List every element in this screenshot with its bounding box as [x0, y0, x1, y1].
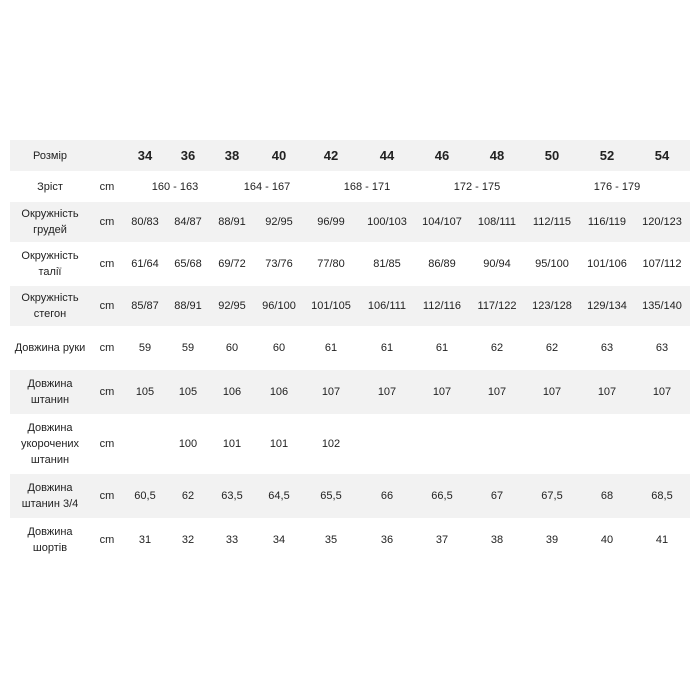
value-cell: 96/100 [262, 300, 296, 312]
unit-label: cm [99, 180, 115, 193]
unit-label: cm [99, 342, 115, 354]
value-cell: 85/87 [131, 300, 159, 312]
value-cell: 60 [225, 342, 239, 354]
row-label: Зріст [37, 180, 63, 193]
value-cell: 68,5 [651, 490, 673, 502]
value-cell: 104/107 [422, 216, 462, 228]
value-cell: 62 [181, 490, 195, 502]
row-label: Довжина штанин 3/4 [21, 482, 79, 510]
value-cell: 36 [380, 534, 394, 546]
unit-label: cm [99, 258, 115, 270]
value-cell: 107 [321, 386, 341, 398]
value-cell: 112/115 [532, 216, 572, 228]
value-cell: 135/140 [642, 300, 682, 312]
value-cell: 106/111 [367, 300, 407, 312]
value-cell [527, 414, 577, 474]
value-cell: 65/68 [174, 258, 202, 270]
value-cell: 34 [272, 534, 286, 546]
value-cell: 106 [222, 386, 242, 398]
row-label: Окружність стегон [21, 292, 79, 320]
value-cell: 88/91 [218, 216, 246, 228]
unit-label: cm [99, 386, 115, 398]
value-cell: 88/91 [174, 300, 202, 312]
measure-row [10, 370, 690, 414]
row-label: Окружність грудей [21, 208, 79, 236]
height-range: 176 - 179 [593, 180, 641, 193]
value-cell: 92/95 [218, 300, 246, 312]
size-chart-table [10, 140, 690, 562]
value-cell: 64,5 [268, 490, 290, 502]
value-cell: 107 [432, 386, 452, 398]
value-cell: 84/87 [174, 216, 202, 228]
measure-row [10, 242, 690, 286]
row-label: Довжина штанин [27, 378, 73, 406]
value-cell: 101 [269, 438, 289, 450]
value-cell: 41 [655, 534, 669, 546]
row-label: Довжина шортів [27, 526, 73, 554]
value-cell: 66,5 [431, 490, 453, 502]
value-cell: 61/64 [131, 258, 159, 270]
height-row [10, 171, 690, 202]
measure-row [10, 202, 690, 242]
measure-row [10, 414, 690, 474]
value-cell: 67 [490, 490, 504, 502]
unit-label: cm [99, 300, 115, 312]
value-cell: 31 [138, 534, 152, 546]
value-cell: 107 [542, 386, 562, 398]
size-header-34: 34 [137, 147, 153, 163]
value-cell: 65,5 [320, 490, 342, 502]
value-cell: 100/103 [367, 216, 407, 228]
value-cell [417, 414, 467, 474]
unit-label: cm [99, 490, 115, 502]
value-cell: 116/119 [587, 216, 627, 228]
value-cell: 60 [272, 342, 286, 354]
value-cell: 123/128 [532, 300, 572, 312]
row-label: Окружність талії [21, 250, 79, 278]
value-cell: 107 [597, 386, 617, 398]
row-label: Довжина руки [14, 342, 86, 354]
value-cell: 33 [225, 534, 239, 546]
measure-row [10, 326, 690, 370]
value-cell [362, 414, 412, 474]
value-cell: 107 [487, 386, 507, 398]
value-cell: 59 [138, 342, 152, 354]
size-header-54: 54 [654, 147, 670, 163]
value-cell: 90/94 [483, 258, 511, 270]
value-cell: 63 [600, 342, 614, 354]
value-cell: 67,5 [541, 490, 563, 502]
value-cell: 106 [269, 386, 289, 398]
size-header-36: 36 [180, 147, 196, 163]
size-header-50: 50 [544, 147, 560, 163]
measure-row [10, 518, 690, 562]
value-cell: 80/83 [131, 216, 159, 228]
value-cell: 105 [135, 386, 155, 398]
value-cell [637, 414, 687, 474]
value-cell: 108/111 [477, 216, 517, 228]
value-cell: 96/99 [317, 216, 345, 228]
value-cell: 120/123 [642, 216, 682, 228]
unit-label: cm [99, 438, 115, 450]
measure-row [10, 286, 690, 326]
height-range: 172 - 175 [453, 180, 501, 193]
value-cell: 38 [490, 534, 504, 546]
value-cell: 59 [181, 342, 195, 354]
value-cell: 105 [178, 386, 198, 398]
value-cell: 102 [321, 438, 341, 450]
size-header-40: 40 [271, 147, 287, 163]
value-cell: 63,5 [221, 490, 243, 502]
value-cell: 95/100 [535, 258, 569, 270]
value-cell [472, 414, 522, 474]
value-cell: 86/89 [428, 258, 456, 270]
size-header-52: 52 [599, 147, 615, 163]
height-range: 168 - 171 [343, 180, 391, 193]
value-cell: 62 [490, 342, 504, 354]
height-range: 164 - 167 [243, 180, 291, 193]
header-label: Розмір [32, 149, 67, 162]
value-cell: 117/122 [477, 300, 517, 312]
value-cell: 81/85 [373, 258, 401, 270]
size-header-42: 42 [323, 147, 339, 163]
value-cell [582, 414, 632, 474]
value-cell: 129/134 [587, 300, 627, 312]
value-cell: 32 [181, 534, 195, 546]
value-cell: 101 [222, 438, 242, 450]
value-cell: 101/105 [311, 300, 351, 312]
size-header-44: 44 [379, 147, 395, 163]
unit-label: cm [99, 534, 115, 546]
value-cell: 100 [178, 438, 198, 450]
measure-row [10, 474, 690, 518]
header-row [10, 140, 690, 171]
unit-label: cm [99, 216, 115, 228]
value-cell: 61 [380, 342, 394, 354]
value-cell: 61 [324, 342, 338, 354]
size-header-48: 48 [489, 147, 505, 163]
value-cell: 92/95 [265, 216, 293, 228]
value-cell: 61 [435, 342, 449, 354]
value-cell: 107 [652, 386, 672, 398]
value-cell: 101/106 [587, 258, 627, 270]
value-cell: 62 [545, 342, 559, 354]
value-cell: 63 [655, 342, 669, 354]
value-cell: 68 [600, 490, 614, 502]
value-cell: 107/112 [642, 258, 682, 270]
value-cell: 66 [380, 490, 394, 502]
value-cell: 73/76 [265, 258, 293, 270]
size-header-38: 38 [224, 147, 240, 163]
value-cell: 35 [324, 534, 338, 546]
value-cell: 37 [435, 534, 449, 546]
value-cell: 40 [600, 534, 614, 546]
value-cell: 39 [545, 534, 559, 546]
value-cell: 60,5 [134, 490, 156, 502]
value-cell: 107 [377, 386, 397, 398]
size-header-46: 46 [434, 147, 450, 163]
row-label: Довжина укорочених штанин [20, 422, 80, 466]
value-cell: 77/80 [317, 258, 345, 270]
value-cell: 69/72 [218, 258, 246, 270]
value-cell: 112/116 [422, 300, 462, 312]
height-range: 160 - 163 [151, 180, 199, 193]
